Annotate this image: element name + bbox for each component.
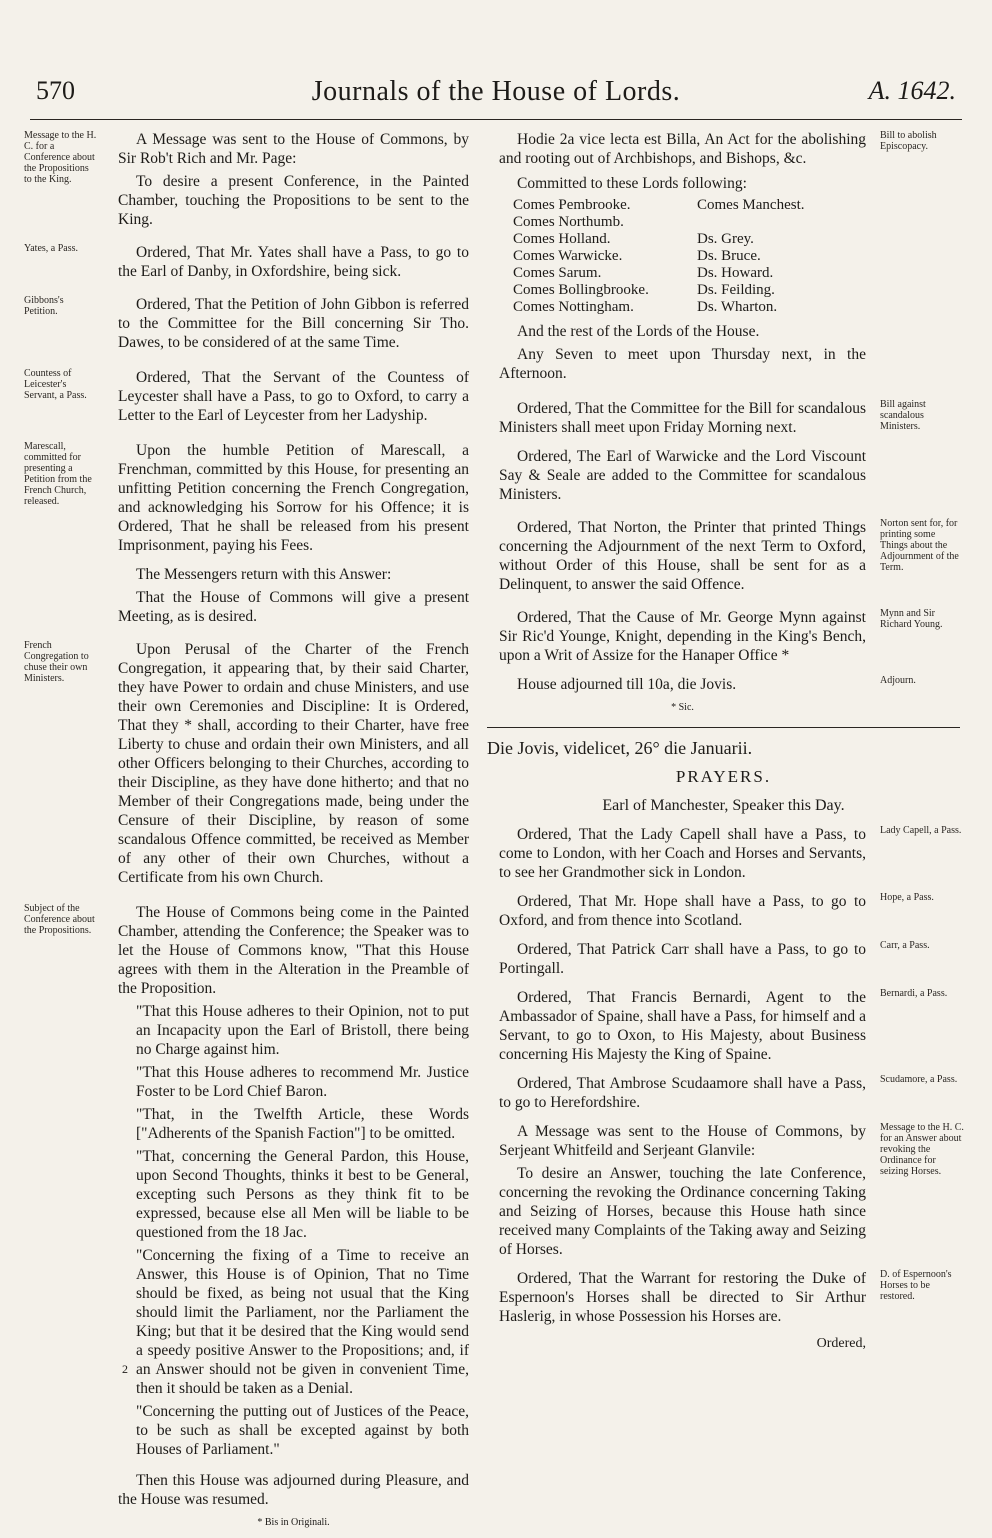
- paragraph: Ordered, The Earl of Warwicke and the Lord Viscount Say & Seale are added to the Committee for scandalous Ministers.: [499, 448, 866, 503]
- entry-countess: [24, 368, 469, 425]
- day-entry: [487, 1074, 960, 1112]
- prayers-heading: PRAYERS.: [675, 767, 772, 786]
- entry-gibbon: [24, 295, 469, 352]
- day-heading: Die Jovis, videlicet, 26° die Januarii.: [487, 738, 753, 758]
- margin-note: D. of Espernoon's Horses to be restored.: [880, 1269, 952, 1302]
- committee-member: Ds. Grey.: [697, 231, 754, 247]
- committee-member: Comes Sarum.: [513, 265, 602, 281]
- committee-member: Comes Manchest.: [697, 197, 805, 213]
- paragraph: Ordered, That Mr. Yates shall have a Pass, to go to the Earl of Danby, in Oxfordshire, being sick.: [118, 244, 469, 280]
- paragraph: The Messengers return with this Answer:: [136, 566, 392, 583]
- header-rule: [30, 119, 962, 120]
- paragraph: Ordered, That Patrick Carr shall have a Pass, to go to Portingall.: [499, 941, 866, 977]
- paragraph: To desire an Answer, touching the late Conference, concerning the revoking the Ordinance concerning Taking and Seizing of Horses, because this House hath since received many Complaints of the Taking away and Seizing of Horses.: [499, 1165, 866, 1258]
- margin-note: Lady Capell, a Pass.: [880, 825, 962, 836]
- margin-note: Message to the H. C. for a Conference about the Propositions to the King.: [24, 130, 97, 185]
- left-column: [24, 130, 469, 1538]
- margin-note: French Congregation to chuse their own Ministers.: [24, 640, 89, 684]
- paragraph: Ordered, That the Committee for the Bill for scandalous Ministers shall meet upon Friday Morning next.: [499, 400, 866, 436]
- committee-member: Comes Northumb.: [513, 214, 624, 230]
- page-title: Journals of the House of Lords.: [311, 76, 681, 107]
- paragraph: Hodie 2a vice lecta est Billa, An Act for the abolishing and rooting out of Archbishops, and Bishops, &c.: [499, 131, 866, 167]
- paragraph: Ordered, That Norton, the Printer that printed Things concerning the Adjournment of the next Term to Oxford, without Order of this House, shall be sent for as a Delinquent, to answer the said Offence.: [499, 519, 866, 593]
- entry-adjourn: [487, 675, 960, 713]
- paragraph: And the rest of the Lords of the House.: [517, 323, 760, 340]
- margin-note: Carr, a Pass.: [880, 940, 930, 951]
- committee-member: Ds. Wharton.: [697, 299, 778, 315]
- page-year: A. 1642.: [868, 76, 956, 105]
- committed-label: Committed to these Lords following:: [517, 175, 747, 192]
- committee-member: Comes Nottingham.: [513, 299, 634, 315]
- paragraph: To desire a present Conference, in the Painted Chamber, touching the Propositions to be sent to the King.: [118, 173, 469, 228]
- margin-note: Gibbons's Petition.: [24, 295, 64, 317]
- committee-member: Ds. Feilding.: [697, 282, 775, 298]
- speaker-line: Earl of Manchester, Speaker this Day.: [602, 797, 845, 814]
- paragraph: Upon the humble Petition of Marescall, a Frenchman, committed by this House, for presenting an unfitting Petition concerning the French Congregation, and acknowledging his Sorrow for his Offence; it is Ordered, That he shall be released from his present Imprisonment, paying his Fees.: [118, 442, 469, 554]
- committee-member: Comes Warwicke.: [513, 248, 623, 264]
- page-number: 570: [36, 76, 75, 105]
- margin-note: Yates, a Pass.: [24, 243, 78, 254]
- paragraph: "That, concerning the General Pardon, this House, upon Second Thoughts, thinks it best to be General, excepting such Persons as they think fit to be expressed, because else all Men will be liable to be questioned from the 18 Jac.: [136, 1148, 469, 1241]
- paragraph: Then this House was adjourned during Pleasure, and the House was resumed.: [118, 1472, 469, 1508]
- right-column: [487, 130, 964, 1352]
- margin-note: Scudamore, a Pass.: [880, 1074, 958, 1085]
- page-header: [36, 76, 956, 120]
- entry-norton: [487, 518, 960, 594]
- paragraph: "That, in the Twelfth Article, these Words ["Adherents of the Spanish Faction"] to be omitted.: [136, 1106, 469, 1142]
- paragraph: Upon Perusal of the Charter of the French Congregation, it appearing that, by their said Charter, they have Power to ordain and chuse Ministers, and use their own Ceremonies and Discipline: It is Ordered, That they * shall, according to their Charter, have free Liberty to chuse and ordain their own Ministers, and all other Officers belonging to their Churches, according to their Discipline, as they have done hitherto; and that no Member of their Congregations made, being under the Censure of their Discipline, by reason of some scandalous Offence committed, be received as Member of any other of their own Churches, without a Certificate from his own Church.: [118, 641, 469, 886]
- signature-mark: 2: [122, 1362, 128, 1376]
- margin-note: Hope, a Pass.: [880, 892, 934, 903]
- committee-member: Ds. Howard.: [697, 265, 774, 281]
- committee-member: Ds. Bruce.: [697, 248, 761, 264]
- paragraph: "That this House adheres to their Opinion, not to put an Incapacity upon the Earl of Bristoll, there being no Charge against him.: [136, 1003, 469, 1058]
- paragraph: "That this House adheres to recommend Mr. Justice Foster to be Lord Chief Baron.: [136, 1064, 469, 1100]
- day-entry: [487, 1269, 960, 1326]
- paragraph: Ordered, That the Cause of Mr. George Mynn against Sir Ric'd Younge, Knight, depending in the King's Bench, upon a Writ of Assize for the Hanaper Office *: [499, 609, 866, 664]
- committee-member: Comes Holland.: [513, 231, 611, 247]
- paragraph: Ordered, That the Servant of the Countess of Leycester shall have a Pass, to go to Oxford, to carry a Letter to the Earl of Leycester from her Ladyship.: [118, 369, 469, 424]
- paragraph: House adjourned till 10a, die Jovis.: [517, 676, 737, 693]
- margin-note: Countess of Leicester's Servant, a Pass.: [24, 368, 87, 401]
- committee-list: [513, 197, 866, 316]
- margin-note: Message to the H. C. for an Answer about revoking the Ordinance for seizing Horses.: [880, 1122, 964, 1177]
- day-entry: [487, 1122, 964, 1259]
- committee-member: Comes Pembrooke.: [513, 197, 631, 213]
- margin-note: Marescall, committed for presenting a Petition from the French Church, released.: [24, 441, 92, 507]
- entry-bill-episcopacy: [487, 130, 960, 383]
- margin-note: Subject of the Conference about the Propositions.: [24, 903, 95, 936]
- paragraph: Ordered, That the Petition of John Gibbon is referred to the Committee for the Bill concerning Sir Tho. Dawes, to be considered of at the same Time.: [118, 296, 469, 351]
- day-entry: [487, 892, 960, 930]
- margin-note: Bill to abolish Episcopacy.: [880, 130, 937, 152]
- day-entry: [487, 825, 960, 882]
- paragraph: "Concerning the putting out of Justices of the Peace, to be such as shall be excepted against by both Houses of Parliament.": [136, 1403, 469, 1458]
- paragraph: The House of Commons being come in the Painted Chamber, attending the Conference; the Speaker was to let the House of Commons know, "That this House agrees with them in the Alteration in the Preamble of the Proposition.: [118, 904, 469, 997]
- margin-note: Bill against scandalous Ministers.: [880, 399, 926, 432]
- paragraph: That the House of Commons will give a present Meeting, as is desired.: [118, 589, 469, 625]
- entry-message-conference: [24, 130, 469, 229]
- catchword: Ordered,: [816, 1336, 866, 1351]
- paragraph: "Concerning the fixing of a Time to receive an Answer, this House is of Opinion, That no Time should be fixed, as being not usual that the King should limit the Parliament, nor the Parliament the King; but that it be desired that the King would send a speedy positive Answer to the Propositions; and, if an Answer should not be given in convenient Time, then it should be taken as a Denial.: [136, 1247, 469, 1397]
- committee-member: Comes Bollingbrooke.: [513, 282, 649, 298]
- paragraph: Any Seven to meet upon Thursday next, in the Afternoon.: [499, 346, 866, 382]
- committee-member: [697, 214, 857, 231]
- entry-scandalous-ministers: [487, 399, 960, 504]
- entry-marescall: [24, 441, 469, 626]
- entry-yates: [24, 243, 469, 281]
- footnote: * Bis in Originali.: [257, 1517, 330, 1528]
- entry-conference-subject: [24, 903, 469, 1528]
- day-divider: [487, 727, 960, 728]
- paragraph: Ordered, That the Warrant for restoring the Duke of Espernoon's Horses shall be directed to Sir Arthur Haslerig, in whose Possession his Horses are.: [499, 1270, 866, 1325]
- paragraph: A Message was sent to the House of Commons, by Sir Rob't Rich and Mr. Page:: [118, 131, 469, 167]
- margin-note: Bernardi, a Pass.: [880, 988, 948, 999]
- entry-mynn: [487, 608, 960, 665]
- margin-note: Adjourn.: [880, 675, 916, 686]
- margin-note: Norton sent for, for printing some Things about the Adjournment of the Term.: [880, 518, 959, 573]
- paragraph: A Message was sent to the House of Commons, by Serjeant Whitfeild and Serjeant Glanvile:: [499, 1123, 866, 1159]
- margin-note: Mynn and Sir Richard Young.: [880, 608, 943, 630]
- paragraph: Ordered, That Mr. Hope shall have a Pass, to go to Oxford, and from thence into Scotland.: [499, 893, 866, 929]
- paragraph: Ordered, That Ambrose Scudaamore shall have a Pass, to go to Herefordshire.: [499, 1075, 866, 1111]
- paragraph: Ordered, That Francis Bernardi, Agent to the Ambassador of Spaine, shall have a Pass, for himself and a Servant, to go to Oxon, to His Majesty, about Business concerning His Majesty the King of Spaine.: [499, 989, 866, 1063]
- day-entry: [487, 940, 960, 978]
- footnote: * Sic.: [671, 702, 694, 713]
- paragraph: Ordered, That the Lady Capell shall have a Pass, to come to London, with her Coach and Horses and Servants, to see her Grandmother sick in London.: [499, 826, 866, 881]
- entry-french-congregation: [24, 640, 469, 887]
- day-entry: [487, 988, 960, 1064]
